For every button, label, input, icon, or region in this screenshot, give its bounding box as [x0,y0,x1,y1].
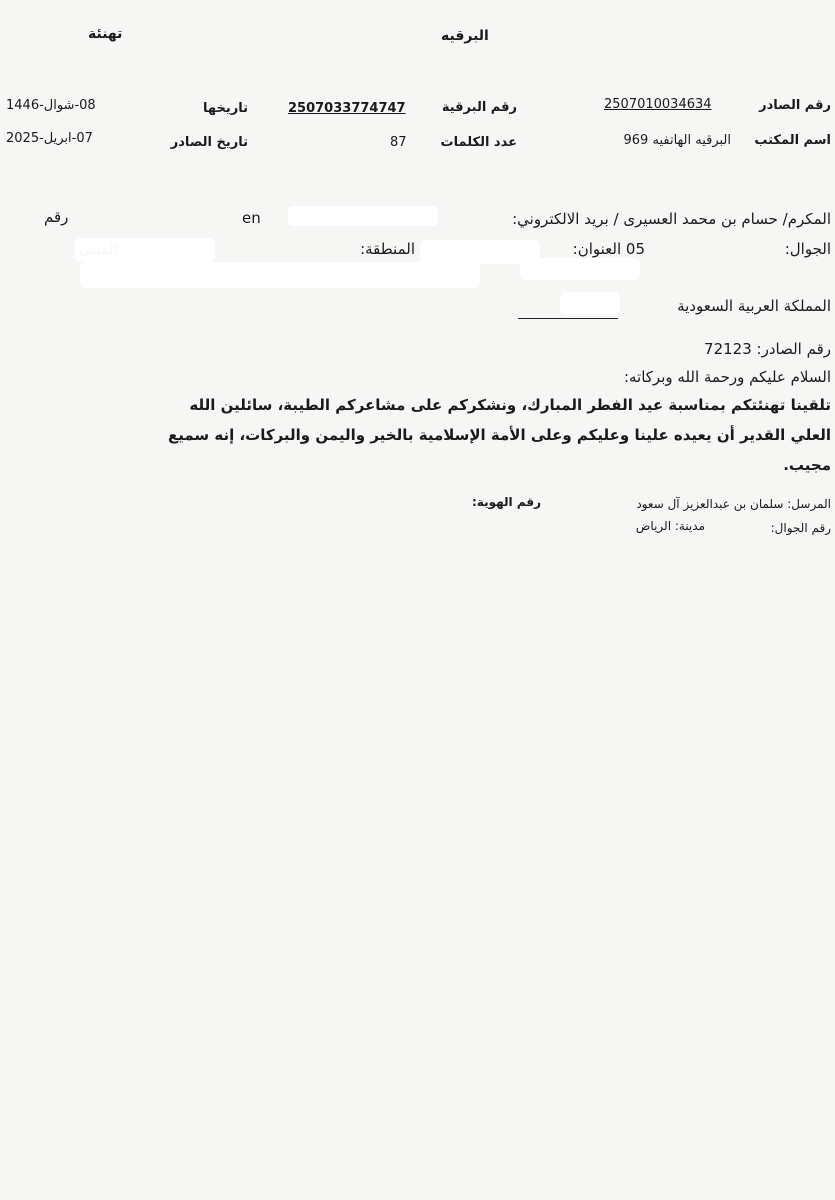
message-line-3: مجيب. [783,456,831,474]
recipient-region-label: المنطقة: [360,240,415,258]
issue-date-value: 07-ابريل-2025 [6,131,93,146]
redaction-email [288,206,438,226]
message-line-2: العلي القدير أن يعيده علينا وعليكم وعلى الأمة الإسلامية بالخير واليمن والبركات، إنه سميع [167,426,831,444]
word-count-value: 87 [390,135,407,150]
recipient-address-label: 05 العنوان: [572,240,645,258]
recipient-name-line: المكرم/ حسام بن محمد العسيرى / بريد الالكتروني: [512,210,831,228]
message-line-1: تلقينا تهنئتكم بمناسبة عيد الفطر المبارك، ونشكركم على مشاعركم الطيبة، سائلين الله [189,396,831,414]
sender-city: مدينة: الرياض [635,519,705,533]
document-title: البرقيه [441,28,489,44]
redaction-address-2 [80,262,480,288]
sender-name: المرسل: سلمان بن عبدالعزيز آل سعود [636,497,831,511]
sender-mobile-label: رقم الجوال: [770,521,831,535]
redaction-address [520,258,640,280]
word-count-label: عدد الكلمات [440,135,517,150]
recipient-country: المملكة العربية السعودية [677,297,831,315]
recipient-email-fragment: en [242,209,261,227]
sender-id-label: رقم الهوية: [472,495,541,509]
date-label: تاريخها [203,101,248,116]
issued-number-value: 2507010034634 [604,97,712,112]
recipient-mobile-label: الجوال: [784,240,831,258]
telegram-number-label: رقم البرقية [441,100,517,115]
greeting: السلام عليكم ورحمة الله وبركاته: [623,368,831,386]
telegram-number-value: 2507033774747 [288,101,406,116]
date-hijri-value: 08-شوال-1446 [6,98,96,113]
redaction-country [560,292,620,314]
document-type: تهنئة [88,26,123,42]
office-name-label: اسم المكتب [754,133,831,148]
address-underline [518,318,618,319]
recipient-number-label: رقم [44,208,69,226]
issued-reference: رقم الصادر: 72123 [704,340,831,358]
issued-number-label: رقم الصادر [759,98,831,113]
redaction-building [75,238,215,262]
office-name-value: البرقيه الهاتفيه 969 [623,133,731,148]
issue-date-label: تاريخ الصادر [170,135,248,150]
